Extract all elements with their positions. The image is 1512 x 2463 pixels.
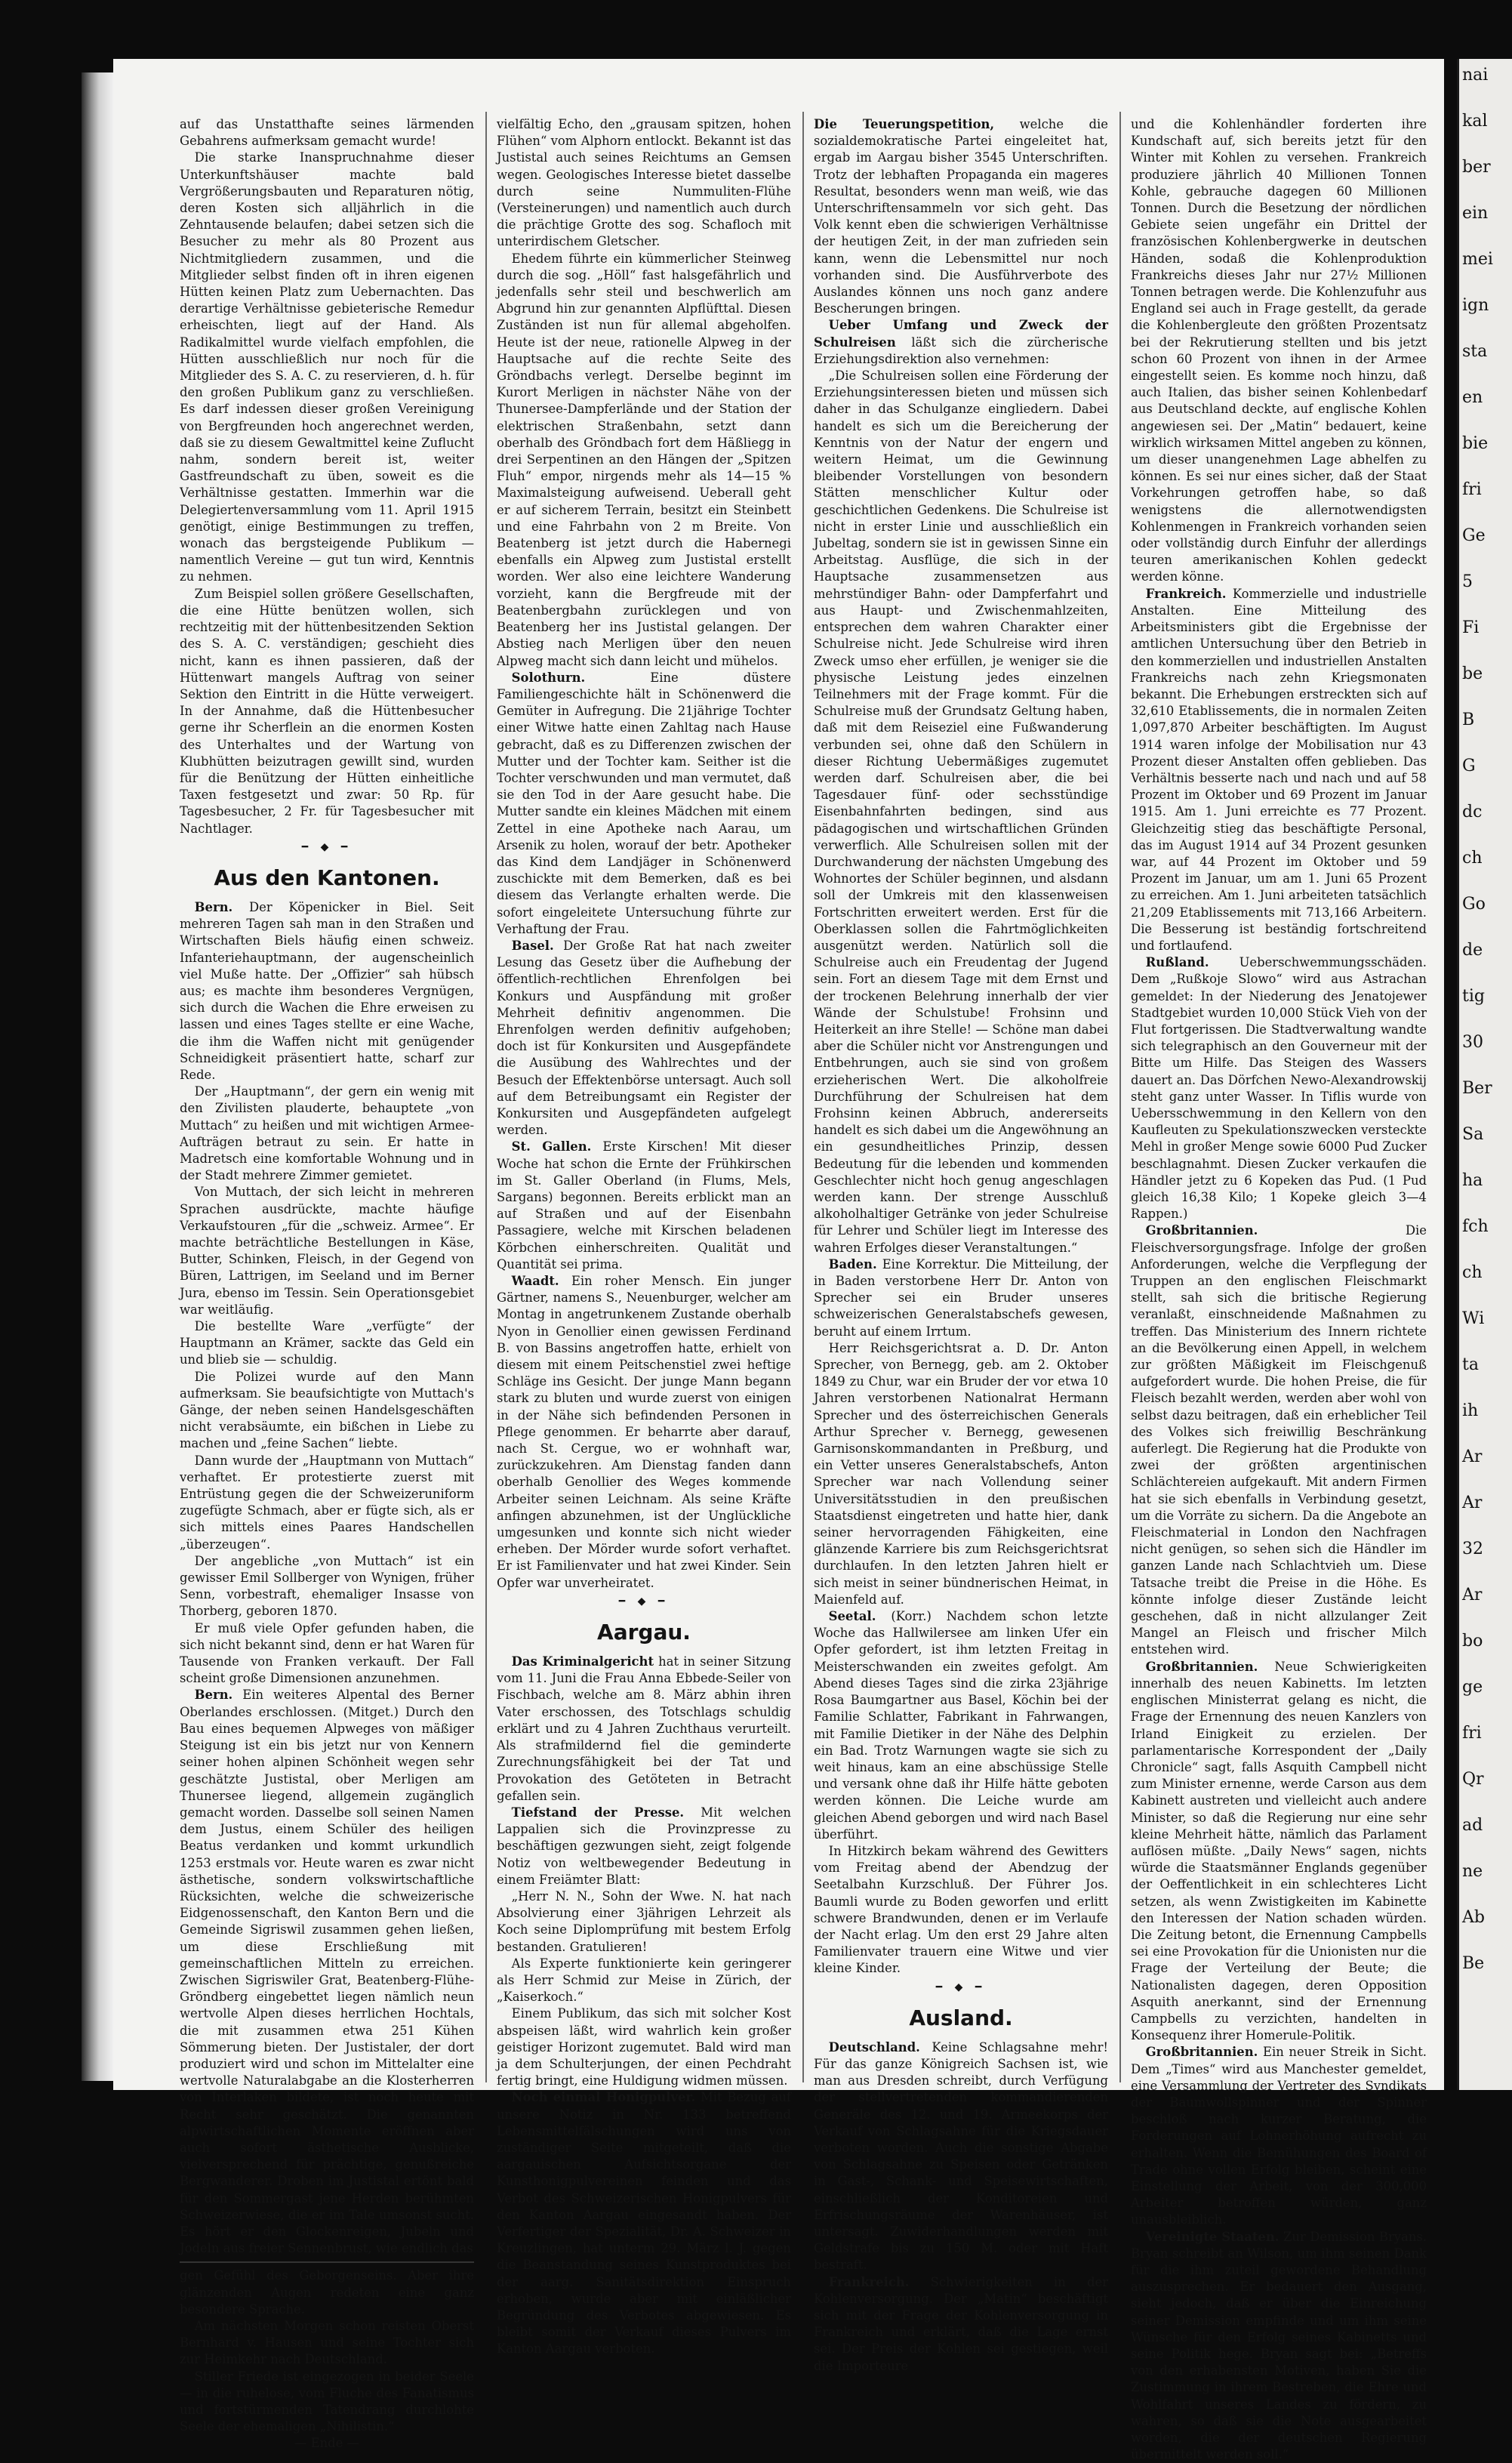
facing-page-fragment: Wi — [1462, 1309, 1485, 1328]
article-paragraph: Zum Beispiel sollen größere Gesellschaften, die eine Hütte benützen wollen, sich rechtzeitig mit der hüttenbesitzenden Sektion des S. A. C. verständigen; geschieht dies nicht, kann es ihnen passieren, daß der Hüttenwart mangels Auftrag von seiner Sektion den Eintritt in die Hütte verweigert. In der Annahme, daß die Hüttenbesucher gerne ihr Scherflein an die enormen Kosten des Unterhaltes und der Wartung von Klubhütten beizutragen gewillt sind, wurden für die Benützung der Hütten einheitliche Taxen festgesetzt und zwar: 50 Rp. für Tagesbesucher, 2 Fr. für Tagesbesucher mit Nachtlager. — [180, 586, 474, 836]
news-text: Ueberschwemmungsschäden. Dem „Rußkoje Slowo“ wird aus Astrachan gemeldet: In der Niederung des Jenatojewer Stadtgebiet wurden 10,000 Stück Vieh von der Flut fortgerissen. Die Stadtverwaltung wandte sich telegraphisch an den Gouverneur mit der Bitte um Hilfe. Das Steigen des Wassers dauert an. Das Dörfchen Newo-Alexandrowskij steht ganz unter Wasser. In Tiflis wurde von Uebersschwemmung in den Kellern von den Kaufleuten zu Spekulationszwecken versteckte Mehl in großer Menge sowie 6000 Pud Zucker beschlagnahmt. Diesen Zucker verkaufen die Händler jetzt zu 6 Kopeken das Pud. (1 Pud gleich 16,38 Kilo; 1 Kopeke gleich 3—4 Rappen.) — [1131, 955, 1427, 1222]
ornament-divider: ━ ◆ ━ — [935, 1981, 987, 1993]
facing-page-fragment: B — [1462, 711, 1475, 729]
facing-page-fragment: ge — [1462, 1678, 1483, 1697]
facing-page-fragment: 5 — [1462, 572, 1473, 591]
article-paragraph: auf das Unstatthafte seines lärmenden Gebahrens aufmerksam gemacht wurde! — [180, 117, 474, 149]
news-text: Eine düstere Familiengeschichte hält in Schönenwerd die Gemüter in Aufregung. Die 21jährige Tochter einer Witwe hatte einen Zahltag nach Hause gebracht, daß es zu Differenzen zwischen der Mutter und der Tochter kam. Seither ist die Tochter verschwunden und man vermutet, daß sie den Tod in der Aare gesucht habe. Die Mutter sandte ein kleines Mädchen mit einem Zettel in eine Apotheke nach Aarau, um Arsenik zu holen, worauf der betr. Apotheker das Kind dem Landjäger in Schönenwerd zuschickte mit dem Bemerken, daß es bei diesem das Verlangte erhalten werde. Die sofort eingeleitete Untersuchung führte zur Verhaftung der Frau. — [497, 670, 791, 936]
story-end: — Ende — — [294, 2436, 359, 2451]
feuilleton-rule — [180, 2261, 474, 2263]
section-title-aargau: Aargau. — [597, 1620, 691, 1645]
facing-page-fragment: Ber — [1462, 1079, 1492, 1098]
news-head: Bern. — [194, 1688, 233, 1703]
news-item-grossbritannien-2 — [1131, 1659, 1427, 2045]
news-item-seetal — [814, 1608, 1108, 1843]
news-text: Die Fleischversorgungsfrage. Infolge der großen Anforderungen, welche die Verpflegung der Truppen an den englischen Fleischmarkt stellt, sah sich die britische Regierung veranlaßt, einschneidende Maßnahmen zu treffen. Das Ministerium des Innern richtete an die Bevölkerung einen Appell, in welchem zur größten Mäßigkeit im Fleischgenuß aufgefordert wurde. Die hohen Preise, die für Fleisch bezahlt werden, werden aber wohl von selbst dazu beitragen, daß ein erheblicher Teil des Volkes sich freiwillig Beschränkung auferlegt. Die Regierung hat die Produkte von zwei der größten argentinischen Schlächtereien aufgekauft. Mit andern Firmen hat sie sich ebenfalls in Verbindung gesetzt, um die Vorräte zu sichern. Da die Angebote an Fleischmaterial in London den Nachfragen nicht genügen, so sehen sich die Händler im ganzen Lande nach Schlachtvieh um. Diese Tatsache treibt die Preise in die Höhe. Es könnte infolge dieser Zustände leicht geschehen, daß in nicht allzulanger Zeit Mangel an Fleisch und frischer Milch entstehen wird. — [1131, 1223, 1427, 1657]
article-paragraph: Der „Hauptmann“, der gern ein wenig mit den Zivilisten plauderte, behauptete „von Muttach“ zu heißen und mit wichtigen Armee-Aufträgen betraut zu sein. Er hatte in Madretsch eine komfortable Wohnung und in der Stadt mehrere Zimmer gemietet. — [180, 1084, 474, 1183]
facing-page-fragment: be — [1462, 664, 1483, 683]
news-head: Waadt. — [511, 1274, 559, 1289]
ornament-divider: ━ ◆ ━ — [618, 1595, 670, 1608]
facing-page-fragment: nai — [1462, 66, 1489, 85]
article-paragraph: vielfältig Echo, den „grausam spitzen, hohen Flühen“ vom Alphorn entlockt. Bekannt ist das Justistal auch seines Reichtums an Gemsen wegen. Geologisches Interesse bietet dasselbe durch seine Nummuliten-Flühe (Versteinerungen) und namentlich auch durch die prächtige Grotte des sog. Schafloch mit unterirdischem Gletscher. — [497, 117, 791, 249]
facing-page-fragment: Ar — [1462, 1447, 1483, 1466]
facing-page-fragment: Ar — [1462, 1586, 1483, 1604]
facing-page-fragment: ch — [1462, 1263, 1483, 1282]
column-1 — [180, 116, 475, 2451]
facing-page-fragment: Go — [1462, 895, 1486, 914]
article-paragraph: und die Kohlenhändler forderten ihre Kundschaft auf, sich bereits jetzt für den Winter mit Kohlen zu versehen. Frankreich produziere jährlich 40 Millionen Tonnen Kohle, gebrauche dagegen 60 Millionen Tonnen. Durch die Besetzung der nördlichen Gebiete seien ungefähr ein Drittel der französischen Kohlenbergwerke in deutschen Händen, sodaß die Kohlenproduktion Frankreichs dieses Jahr nur 27½ Millionen Tonnen betragen werde. Die Kohlenzufuhr aus England sei auch in Frage gestellt, da gerade die Kohlenbergleute den größten Prozentsatz bei der Rekrutierung stellten und bis jetzt schon 60 Prozent von ihnen in der Armee eingestellt seien. Es komme noch hinzu, daß auch Italien, das bisher seinen Kohlenbedarf aus Deutschland deckte, auf englische Kohlen angewiesen sei. Der „Matin“ bedauert, keine wirklich wirksamen Mittel angeben zu können, um dieser unangenehmen Lage abhelfen zu können. Es sei nur eines sicher, daß der Staat Vorkehrungen getroffen habe, so daß wenigstens die allernotwendigsten Kohlenmengen in Frankreich vorhanden seien oder vollständig durch Einfuhr der allerdings teuren amerikanischen Kohlen gedeckt werden könne. — [1131, 117, 1427, 584]
news-text: (Mitget.) Durch den Bau eines bequemen Alpweges von mäßiger Steigung ist ein bis jetzt nur von Kennern seiner hohen alpinen Schönheit wegen sehr geschätzte Justistal, ober Merligen am Thunersee liegend, allgemein zugänglich gemacht worden. Dasselbe soll seinen Namen dem Justus, einem Schüler des heiligen Beatus verdanken und kommt urkundlich 1253 erstmals vor. Heute waren es zwar nicht ästhetische, sondern volkswirtschaftliche Rücksichten, welche die schweizerische Eidgenossenschaft, den Kanton Bern und die Gemeinde Sigriswil zusammen gehen ließen, um diese Erschließung mit gemeinschaftlichen Mitteln zu erreichen. Zwischen Sigriswiler Grat, Beatenberg-Flühe-Gröndberg eingebettet liegen nämlich neun wertvolle Alpen dieses herrlichen Hochtals, die mit zusammen etwa 251 Kühen Sömmerung bieten. Der Justistaler, der dort produziert wird und schon im Mittelalter eine wertvolle Naturalabgabe an die Klosterherren von Interlaken bildete, ist noch heute mit Recht sehr geschätzt. Die genannten alpwirtschaftlichen Momente eröffnen aber auch sofort ästhetische Ausblicke, vielversprechend für prächtige, genußreiche Bergwanderer. Droben im Justistal ertönt bald für den Sommergast jene Herden berühmten Schweizerwiese, die er im Tale umsonst sucht. Es hört er den Glockenreigen, Jubeln und Jodeln aus freier Sennenbrust, wie endlich das — [180, 1704, 474, 2256]
news-head: Noch einmal Honigpulver. — [511, 2090, 696, 2105]
facing-page-fragment: ein — [1462, 204, 1489, 223]
article-paragraph: „Herr N. N., Sohn der Wwe. N. hat nach Absolvierung einer 3jährigen Lehrzeit als Koch seine Diplomprüfung mit bestem Erfolg bestanden. Gratulieren! — [497, 1888, 791, 1954]
facing-page-fragment: ign — [1462, 296, 1489, 315]
article-paragraph: Er muß viele Opfer gefunden haben, die sich nicht bekannt sind, denn er hat Waren für Tausende von Franken verkauft. Der Fall scheint große Dimensionen anzunehmen. — [180, 1620, 474, 1686]
news-head: Bern. — [194, 899, 233, 914]
facing-page-fragment: dc — [1462, 803, 1483, 822]
facing-page-edge — [1457, 59, 1512, 2090]
article-paragraph: Einem Publikum, das sich mit solcher Kost abspeisen läßt, wird wahrlich kein großer geistiger Horizont zugemutet. Bald wird man ja dem Schulterjungen, der einen Pechdraht fertig bringt, eine Huldigung widmen müssen. — [497, 2006, 791, 2088]
facing-page-fragment: ta — [1462, 1355, 1479, 1374]
facing-page-fragment: Ar — [1462, 1494, 1483, 1512]
news-text: (Korr.) Nachdem schon letzte Woche das Hallwilersee am linken Ufer ein Opfer gefordert, ist ihm letzten Freitag in Meisterschwanden ein zweites gefolgt. Am Abend dieses Tages sind die zirka 23jährige Rosa Baumgartner aus Basel, Köchin bei der Familie Schlatter, Fabrikant in Fahrwangen, mit Familie Dietiker in der Nähe des Delphin ein Bad. Trotz Warnungen wagte sie sich zu weit hinaus, kam an eine abschüssige Stelle und versank ohne daß ihr Hilfe hätte geboten werden können. Die Leiche wurde am gleichen Abend geborgen und wird nach Basel überführt. — [814, 1609, 1108, 1842]
news-head: Deutschland. — [828, 2039, 920, 2055]
news-head: Baden. — [828, 1256, 877, 1272]
article-paragraph: Ehedem führte ein kümmerlicher Steinweg durch die sog. „Höll“ fast halsgefährlich und jedenfalls sehr steil und beschwerlich am Abgrund hin zur genannten Alpflüfttal. Diesen Zuständen ist nun für allemal abgeholfen. Heute ist der neue, rationelle Alpweg in der Hauptsache auf die rechte Seite des Gröndbachs verlegt. Derselbe beginnt im Kurort Merligen in nächster Nähe von der Thunersee-Dampferlände und der Station der elektrischen Straßenbahn, setzt dann oberhalb des Gröndbach fort dem Häßliegg in drei Serpentinen an den Hängen der „Spitzen Fluh“ empor, nirgends mehr als 14—15 % Maximalsteigung aufweisend. Ueberall geht er auf sicherem Terrain, besitzt ein Steinbett und eine Fahrbahn von 2 m Breite. Von Beatenberg ist jetzt durch die Habernegi ebenfalls ein Alpweg zum Justistal erstellt worden. Wer also eine leichtere Wanderung vorzieht, kann die Bergfreude mit der Beatenbergbahn zurücklegen und von Beatenberg her ins Justistal gelangen. Der Abstieg nach Merligen über den neuen Alpweg macht sich dann leicht und mühelos. — [497, 251, 791, 668]
facing-page-fragment: ih — [1462, 1401, 1479, 1420]
news-head: Das Kriminalgericht — [511, 1654, 654, 1669]
news-text: Neue Schwierigkeiten innerhalb des neuen Kabinetts. Im letzten englischen Ministerrat gelang es nicht, die Frage der Ernennung des neuen Kanzlers von Irland Einigkeit zu erzielen. Der parlamentarische Korrespondent der „Daily Chronicle“ sagt, falls Asquith Campbell nicht zum Minister ernenne, werde Carson aus dem Kabinett austreten und vielleicht auch andere Minister, so daß die Regierung nur eine sehr kleine Mehrheit hätte, nämlich das Parlament auflösen müßte. „Daily News“ sagen, nichts würde die Staatsmänner Englands gegenüber der Oeffentlichkeit in ein schlechteres Licht setzen, als wenn Zwistigkeiten im Kabinette den Interessen der Nation schaden würden. Die Zeitung betont, die Ernennung Campbells sei eine Provokation für die Unionisten nur die Frage der Verteilung der Beute; die Nationalisten dagegen, deren Opposition Asquith anerkannt, sind der Ernennung Campbells zu verzichten, handelten in Konsequenz ihrer Homerule-Politik. — [1131, 1659, 1427, 2043]
news-head: Großbritannien. — [1145, 1223, 1258, 1238]
news-item-vereinigte-staaten — [1131, 2229, 1427, 2463]
news-subhead: Ein weiteres Alpental des Berner Oberlandes erschlossen. — [180, 1688, 474, 1719]
story-paragraph: Stiller Friede ist eingezogen in beider Seele — in die ruhelose, vom Fluche des Fanatismus und fortstürmenden Tatendrang durchlohte Seele der ehemaligen „Nihilistin.“ — [180, 2369, 474, 2434]
column-2 — [497, 116, 792, 2357]
facing-page-fragment: sta — [1462, 342, 1488, 361]
news-item-presse — [497, 1805, 791, 1888]
column-rule — [485, 112, 487, 2082]
news-item-waadt — [497, 1273, 791, 1592]
article-paragraph: Die bestellte Ware „verfügte“ der Hauptmann an Krämer, sackte das Geld ein und blieb sie — schuldig. — [180, 1319, 474, 1367]
news-head: Frankreich. — [1145, 586, 1227, 601]
news-item-schulreisen — [814, 317, 1108, 368]
news-item-frankreich — [814, 2274, 1108, 2375]
news-text: Der Große Rat hat nach zweiter Lesung das Gesetz über die Aufhebung der öffentlich-rechtlichen Ehrenfolgen bei Konkurs und Auspfändung mit großer Mehrheit definitiv angenommen. Die Ehrenfolgen werden definitiv aufgehoben; doch ist für Konkursiten und Ausgepfändete die Ausübung des Wahlrechtes und der Besuch der Effektenbörse untersagt. Auch soll auf dem Betreibungsamt ein Register der Konkursiten und Ausgepfändeten aufgelegt werden. — [497, 938, 791, 1138]
facing-page-fragment: ne — [1462, 1862, 1483, 1881]
news-head: Großbritannien. — [1145, 2045, 1258, 2060]
page-stack-edge — [82, 72, 113, 2081]
news-head: Frankreich. — [828, 2274, 910, 2289]
news-text: läßt sich die zürcherische Erziehungsdirektion also vernehmen: — [814, 334, 1108, 366]
facing-page-fragment: mei — [1462, 250, 1493, 269]
column-3 — [814, 116, 1108, 2373]
article-paragraph: Die starke Inanspruchnahme dieser Unterkunftshäuser machte bald Vergrößerungsbauten und Reparaturen nötig, deren Kosten sich alljährlich in die Zehntausende belaufen; dabei setzen sich die Besucher zu mehr als 80 Prozent aus Nichtmitgliedern zusammen, und die Mitglieder selbst finden oft in ihren eigenen Hütten keinen Platz zum Uebernachten. Das derartige Verhältnisse gebieterische Remedur erheischten, liegt auf der Hand. Als Radikalmittel wurde vielfach empfohlen, die Hütten ausschließlich nur noch für die Mitglieder des S. A. C. zu reservieren, d. h. für den großen Publikum ganz zu verschließen. Es darf indessen dieser großen Vereinigung von Bergfreunden hoch angerechnet werden, daß sie zu diesem Gewaltmittel keine Zuflucht nahm, sondern bereit ist, weiter Gastfreundschaft zu üben, soweit es die Verhältnisse gestatten. Immerhin war die Delegiertenversammlung vom 11. April 1915 genötigt, einige Bestimmungen zu treffen, wonach das bergsteigende Publikum — namentlich Vereine — gut tun wird, Kenntnis zu nehmen. — [180, 150, 474, 584]
news-item-grossbritannien-1 — [1131, 1222, 1427, 1658]
facing-page-fragment: fch — [1462, 1217, 1489, 1236]
facing-page-fragment: ber — [1462, 158, 1491, 177]
news-head: Solothurn. — [511, 670, 586, 685]
ornament-divider: ━ ◆ ━ — [301, 840, 353, 853]
news-head: Rußland. — [1145, 955, 1209, 970]
news-item-honigpulver — [497, 2089, 791, 2357]
news-head: Die Teuerungspetition, — [814, 117, 995, 131]
news-text: Mit welchen Lappalien sich die Provinzpresse zu beschäftigen gezwungen sieht, zeigt folgende Notiz von weltbewegender Bedeutung in einem Freiämter Blatt: — [497, 1805, 791, 1887]
news-head: Basel. — [511, 938, 554, 953]
facing-page-fragment: de — [1462, 941, 1483, 960]
news-text: Schwierigkeiten in der Kohlenversorgung. Der „Matin“ beschäftigt sich mit der Frage der Kohlenversorgung in Frankreich und erklärt, daß die Lage ernst sei. Der Preis der Kohlen sei gestiegen, weil die Importeure — [814, 2274, 1108, 2373]
news-head: Seetal. — [828, 1609, 876, 1624]
news-text: Kommerzielle und industrielle Anstalten. Eine Mitteilung des Arbeitsministers gibt die Ergebnisse der amtlichen Untersuchung über den Betrieb in den kommerziellen und industriellen Anstalten Frankreichs nach zehn Kriegsmonaten bekannt. Die Erhebungen erstreckten sich auf 32,610 Etablissements, die in normalen Zeiten 1,097,870 Arbeiter beschäftigten. Im August 1914 waren infolge der Mobilisation nur 43 Prozent dieser Anstalten offen geblieben. Das Verhältnis besserte nach und nach und auf 58 Prozent im Oktober und 69 Prozent im Januar 1915. Am 1. Juni erreichte es 77 Prozent. Gleichzeitig stieg das beschäftigte Personal, das im August 1914 auf 34 Prozent gesunken war, auf 44 Prozent im Oktober und 59 Prozent im Januar, um am 1. Juni 65 Prozent zu erreichen. Am 1. Juni arbeiteten tatsächlich 21,209 Etablissements mit 713,166 Arbeitern. Die Besserung ist beständig fortschreitend und fortlaufend. — [1131, 586, 1427, 953]
news-text: Mit Bezug auf unsere Notiz in Nr. 133 betreffend Lebensmittelfälschungen wird uns von zuständiger Seite mitgeteilt, daß die aargauischen Aufsichtsorgane der Kunsthonigpulvereinen feinden und das Verbot des Schweizerischen Honigpulvers für den Kanton Aargau eingesandt haben. Der Verfertiger der Spezialität, Dr. A. Schweizer in Kreuzlingen, hat unterm 29. März l. J. gegen die Beanstandung seines Kunstproduktes bei der aarg. Sanitätsdirektion Einspruch erhoben, wurde aber mit einläßlicher Begründung des Verbotes abgewiesen. Es bleibt somit der Verkauf dieses Pulvers im Kanton Aargau verboten. — [497, 2090, 791, 2357]
facing-page-fragment: Fi — [1462, 618, 1480, 637]
article-paragraph: Dann wurde der „Hauptmann von Muttach“ verhaftet. Er protestierte zuerst mit Entrüstung gegen die der Schweizeruniform zugefügte Schmach, aber er fügte sich, als er sich mittels eines Paares Handschellen „überzeugen“. — [180, 1453, 474, 1552]
news-item-bern-1 — [180, 899, 474, 1084]
facing-page-fragment: kal — [1462, 112, 1488, 131]
article-paragraph: Herr Reichsgerichtsrat a. D. Dr. Anton Sprecher, von Bernegg, geb. am 2. Oktober 1849 zu Chur, war ein Bruder der vor etwa 10 Jahren verstorbenen Nationalrat Hermann Sprecher und des österreichischen Generals Arthur Sprecher v. Bernegg, gewesenen Garnisonskommandanten in Preßburg, und ein Vetter unseres Generalstabschefs, Anton Sprecher war nach Vollendung seiner Universitätsstudien in den preußischen Staatsdienst eingetreten und hatte hier, dank seiner hervorragenden Fähigkeiten, eine glänzende Karriere bis zum Reichsgerichtsrat durchlaufen. In den letzten Jahren hielt er sich meist in seiner bündnerischen Heimat, in Maienfeld auf. — [814, 1340, 1108, 1607]
facing-page-fragment: bo — [1462, 1632, 1483, 1651]
facing-page-fragment: Qr — [1462, 1770, 1484, 1789]
news-text: Ein roher Mensch. Ein junger Gärtner, namens S., Neuenburger, welcher am Montag in angetrunkenem Zustande oberhalb Nyon in Genollier einen gewissen Ferdinand B. von Bassins angetroffen hatte, erhielt von diesem mit einem Peitschenstiel zwei heftige Schläge ins Gesicht. Der junge Mann begann stark zu bluten und wurde zuerst von einigen in der Nähe sich befindenden Personen in Pflege genommen. Er beharrte aber darauf, nach St. Cergue, wo er wohnhaft war, zurückzukehren. Am Dienstag fanden dann oberhalb Genollier des Weges kommende Arbeiter seinen Leichnam. Als seine Kräfte anfingen abzunehmen, ist der Unglückliche umgesunken und konnte sich nicht wieder erheben. Der Mörder wurde sofort verhaftet. Er ist Familienvater und hat zwei Kinder. Sein Opfer war unverheiratet. — [497, 1274, 792, 1590]
article-paragraph: „Die Schulreisen sollen eine Förderung der Erziehungsinteressen bieten und müssen sich daher in das Schulganze eingliedern. Dabei handelt es sich um die Bereicherung der Kenntnis von der Natur der engern und weitern Heimat, um die Gewinnung bleibender Vorstellungen von besondern Stätten menschlicher Kultur oder geschichtlichen Gedenkens. Die Schulreise ist nicht in erster Linie und ausschließlich ein Jubeltag, sondern sie ist in gewissen Sinne ein Arbeitstag. Ausflüge, die sich in der Hauptsache zusammensetzen aus mehrstündiger Bahn- oder Dampferfahrt und aus Haupt- und Zwischenmahlzeiten, entsprechen dem wahren Charakter einer Schulreise nicht. Jede Schulreise wird ihren Zweck umso eher erfüllen, je weniger sie die physische Leistung jedes einzelnen Teilnehmers mit der Frage kommt. Für die Schulreise muß der Grundsatz Geltung haben, daß mit dem Reiseziel eine Fußwanderung verbunden sei, ohne daß den Schülern in dieser Richtung Uebermäßiges zugemutet werden darf. Schulreisen aber, die bei Tagesdauer fünf- oder sechsstündige Eisenbahnfahrten bedingen, sind aus pädagogischen und wirtschaftlichen Gründen verwerflich. Alle Schulreisen sollen mit der Durchwanderung der nächsten Umgebung des Wohnortes der Schüler beginnen, und alsdann soll der Umkreis mit den klassenweisen Fortschritten erweitert werden. Erst für die Oberklassen sollen die Fahrtmöglichkeiten ausgenützt werden. Natürlich soll die Schulreise auch ein Freudentag der Jugend sein. Fort an diesem Tage mit dem Ernst und der trockenen Belehrung innerhalb der vier Wände der Schulstube! Frohsinn und Heiterkeit an ihre Stelle! — Schöne man dabei aber die Schüler nicht vor Anstrengungen und Entbehrungen, auch sie sind von großem erzieherischen Wert. Die alkoholfreie Durchführung der Schulreisen hat dem Frohsinn keinen Abbruch, andererseits handelt es sich dabei um die Angewöhnung an ein gesundheitliches Prinzip, dessen Bedeutung für die lebenden und kommenden Geschlechter nicht hoch genug angeschlagen werden kann. Der strenge Ausschluß alkoholhaltiger Getränke von jeder Schulreise für Lehrer und Schüler liegt im Interesse des wahren Erfolges dieser Veranstaltungen.“ — [814, 368, 1108, 1255]
news-item-teuerung — [814, 116, 1108, 317]
story-paragraph: gen Gefühl des Geborgenseins. Aber ihre glänzenden Augen redeten eine ganz besondere Sprache. — [180, 2268, 474, 2317]
facing-page-fragment: Ge — [1462, 526, 1486, 545]
news-text: welche die sozialdemokratische Partei eingeleitet hat, ergab im Aargau bisher 3545 Unterschriften. Trotz der lebhaften Propaganda ein mageres Resultat, besonders wenn man weiß, wie das Unterschriftensammeln vor sich geht. Das Volk kennt eben die schwierigen Verhältnisse der heutigen Zeit, in der man zufrieden sein kann, wenn die Lebensmittel nur noch vorhanden sind. Die Ausführverbote des Auslandes können uns noch ganz andere Bescherungen bringen. — [814, 117, 1108, 316]
news-item-basel — [497, 938, 791, 1139]
facing-page-fragment: fri — [1462, 480, 1482, 499]
news-item-stgallen — [497, 1139, 791, 1273]
news-head: St. Gallen. — [511, 1139, 592, 1154]
news-head: Vereinigte Staaten. — [1145, 2229, 1280, 2244]
facing-page-fragment: Ab — [1462, 1908, 1485, 1927]
article-paragraph: Die Polizei wurde auf den Mann aufmerksam. Sie beaufsichtigte von Muttach's Gänge, der neben seinen Handelsgeschäften nicht verabsäumte, ein bißchen in Liebe zu machen und „feine Sachen“ liebte. — [180, 1369, 474, 1451]
news-text: Seit mehreren Tagen sah man in den Straßen und Wirtschaften Biels häufig einen schweiz. Infanteriehauptmann, der augenscheinlich viel Muße hatte. Der „Offizier“ sah hübsch aus; es machte ihm besonderes Vergnügen, sich durch die Wachen die Ehre erweisen zu lassen und eines Tages stellte er eine Wache, die ihm die Waffen nicht mit genügender Schneidigkeit präsentiert hatte, scharf zur Rede. — [180, 899, 475, 1082]
news-item-kriminalgericht — [497, 1654, 791, 1805]
news-item-baden — [814, 1256, 1108, 1340]
news-text: hat in seiner Sitzung vom 11. Juni die Frau Anna Ebbede-Seiler von Fischbach, welche am 8. März abhin ihren Vater erschossen, des Totschlags schuldig erklärt und zu 4 Jahren Zuchthaus verurteilt. Als strafmildernd fiel die geminderte Zurechnungsfähigkeit bei der Tat und Provokation des Getöteten in Betracht gefallen sein. — [497, 1654, 791, 1803]
facing-page-fragment: fri — [1462, 1724, 1482, 1743]
news-item-solothurn — [497, 670, 791, 938]
news-head: Tiefstand der Presse. — [511, 1805, 685, 1820]
facing-page-fragment: tig — [1462, 987, 1485, 1006]
facing-page-fragment: Be — [1462, 1954, 1485, 1973]
facing-page-fragment: G — [1462, 757, 1476, 775]
news-text: Erste Kirschen! Mit dieser Woche hat schon die Ernte der Frühkirschen im St. Galler Oberland (in Flums, Mels, Sargans) begonnen. Bereits erblickt man an auf Straßen und auf der Eisenbahn Passagiere, welche mit Kirschen beladenen Körbchen einherschreiten. Qualität und Quantität sei prima. — [497, 1139, 791, 1272]
news-item-bern-2 — [180, 1687, 474, 2257]
facing-page-fragment: ha — [1462, 1171, 1483, 1190]
section-title-ausland: Ausland. — [909, 2005, 1013, 2030]
facing-page-fragment: ad — [1462, 1816, 1483, 1835]
news-text: Keine Schlagsahne mehr! Für das ganze Königreich Sachsen ist, wie man aus Dresden schreibt, durch Verfügung der stellvertretenden kommandierenden Generäle des 12. und 19. Armeekorps der Verkauf von Schlagsahne für die Kriegsdauer verboten worden. Auch die sonstige Abgabe von Schlagsahne zu Speisen oder Getränken in Gast-, Schank- und Speisewirtschaften, einschließlich der Konditoreien und Erfrischungsräume der Warenhäuser, ist untersagt. Zuwiderhandlungen werden mit Geldstrafe bis zu 150 M. oder mit Haft bestraft. — [814, 2039, 1108, 2273]
column-rule — [802, 112, 804, 2082]
facing-page-fragment: en — [1462, 388, 1483, 407]
column-rule — [1119, 112, 1121, 2082]
news-item-deutschland — [814, 2039, 1108, 2274]
story-paragraph: Am nächsten Morgen schon reisten Oberst Bernhard v. Hausen und seine Tochter sich zur Heimkehr nach Deutschland. — [180, 2319, 474, 2367]
column-4 — [1131, 116, 1427, 2462]
news-item-grossbritannien-3 — [1131, 2044, 1427, 2228]
article-paragraph: In Hitzkirch bekam während des Gewitters vom Freitag abend der Abendzug der Seetalbahn Kurzschluß. Der Führer Jos. Baumli wurde zu Boden geworfen und erlitt schwere Brandwunden, denen er im Verlaufe der Nacht erlag. Um den erst 29 Jahre alten Familienvater trauern eine Witwe und vier kleine Kinder. — [814, 1843, 1108, 1976]
news-item-frankreich-2 — [1131, 586, 1427, 954]
news-item-russland — [1131, 954, 1427, 1222]
newspaper-page — [113, 59, 1444, 2462]
facing-page-fragment: bie — [1462, 434, 1489, 453]
facing-page-fragment: ch — [1462, 849, 1483, 868]
news-head: Ueber Umfang und Zweck der Schulreisen — [814, 318, 1108, 350]
section-title-kantonen: Aus den Kantonen. — [214, 865, 440, 890]
article-paragraph: Von Muttach, der sich leicht in mehreren Sprachen ausdrückte, machte häufige Verkaufstouren „für die „schweiz. Armee“. Er machte beträchtliche Bestellungen in Käse, Butter, Schinken, Fleisch, in der Gegend von Büren, Lattrigen, im Seeland und im Berner Jura, ebenso im Tessin. Sein Operationsgebiet war weitläufig. — [180, 1185, 474, 1317]
news-text: Zur Demission Bryans. Bryan schreibt an Wilson, um ihm seinen Dank für die ihm zuteil gewordene Behandlung auszusprechen. Er bedauert den Ausgang, sieht jedoch, daß er über die Einreichung seiner Demission empfinde und um ihm seine Wünsche für den Erfolg seines Kabinetts und seine Politik hege. Bryan sagt bei: „Betreffs von den erhabensten Motiven, haben Sie die Zustimmung in ihrem Bestreben, die Ehre und Wohlfahrt unseres Landes zu fördern, zu wahren, so daß sie die Note ausgearbeitet worden, die der deutschen Regierung übermittelt werden soll.“ — [1131, 2229, 1427, 2462]
news-text: Ein neuer Streik in Sicht. Dem „Times“ wird aus Manchester gemeldet, eine Versammlung der Vertreter des Syndikats der Baumwollspinner und der Spinner beschloß nach kurzer Beratung, die Forderungen auf Lohnerhöhung aufrecht zu erhalten. Wenn die Bemühungen des Board of Trade ohne vollen Erfolg bleiben, scheint eine Einstellung der Arbeit, von der 300,000 Arbeiter betroffen würden, ganz unausbleiblich. — [1131, 2045, 1427, 2227]
news-head: Großbritannien. — [1145, 1659, 1258, 1674]
facing-page-fragment: 32 — [1462, 1540, 1483, 1558]
news-subhead: Der Köpenicker in Biel. — [248, 899, 433, 914]
article-paragraph: Als Experte funktionierte kein geringerer als Herr Schmid zur Meise in Zürich, der „Kaiserkoch.“ — [497, 1956, 791, 2005]
facing-page-fragment: Sa — [1462, 1125, 1484, 1144]
news-text: Eine Korrektur. Die Mitteilung, der in Baden verstorbene Herr Dr. Anton von Sprecher sei ein Bruder unseres schweizerischen Generalstabschefs gewesen, beruht auf einem Irrtum. — [814, 1256, 1108, 1339]
facing-page-fragment: 30 — [1462, 1033, 1483, 1052]
article-paragraph: Der angebliche „von Muttach“ ist ein gewisser Emil Sollberger von Wynigen, früher Senn, vorbestraft, ehemaliger Insasse von Thorberg, geboren 1870. — [180, 1553, 474, 1619]
